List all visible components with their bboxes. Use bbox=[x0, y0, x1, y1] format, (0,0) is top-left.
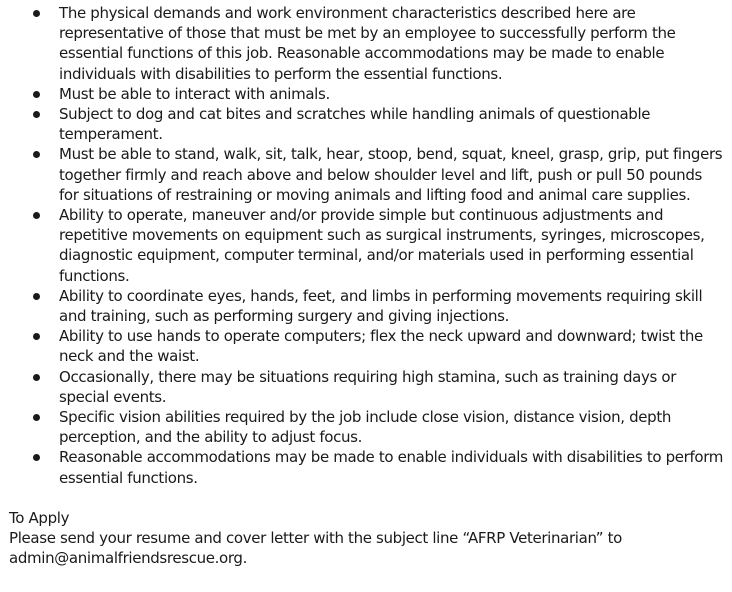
list-item: Ability to use hands to operate computers; flex the neck upward and downward; twist the neck and the waist. bbox=[0, 326, 732, 366]
requirements-list bbox=[0, 3, 732, 488]
apply-heading: To Apply bbox=[9, 508, 70, 527]
list-item: Reasonable accommodations may be made to enable individuals with disabilities to perform essential functions. bbox=[0, 447, 732, 487]
list-item: Must be able to stand, walk, sit, talk, hear, stoop, bend, squat, kneel, grasp, grip, put fingers together firmly and reach above and below shoulder level and lift, push or pull 50 pounds for situations of restraining or moving animals and lifting food and animal care supplies. bbox=[0, 144, 732, 205]
list-item: The physical demands and work environment characteristics described here are representative of those that must be met by an employee to successfully perform the essential functions of this job. Reasonable accommodations may be made to enable individuals with disabilities to perform the essential functions. bbox=[0, 3, 732, 84]
list-item: Ability to coordinate eyes, hands, feet, and limbs in performing movements requiring skill and training, such as performing surgery and giving injections. bbox=[0, 286, 732, 326]
apply-section bbox=[0, 508, 732, 569]
list-item: Occasionally, there may be situations requiring high stamina, such as training days or special events. bbox=[0, 367, 732, 407]
apply-instructions: Please send your resume and cover letter with the subject line “AFRP Veterinarian” to admin@animalfriendsrescue.org. bbox=[9, 529, 622, 568]
list-item: Ability to operate, maneuver and/or provide simple but continuous adjustments and repetitive movements on equipment such as surgical instruments, syringes, microscopes, diagnostic equipment, computer terminal, and/or materials used in performing essential functions. bbox=[0, 205, 732, 286]
list-item: Subject to dog and cat bites and scratches while handling animals of questionable temperament. bbox=[0, 104, 732, 144]
list-item: Must be able to interact with animals. bbox=[0, 84, 732, 104]
list-item: Specific vision abilities required by the job include close vision, distance vision, depth perception, and the ability to adjust focus. bbox=[0, 407, 732, 447]
